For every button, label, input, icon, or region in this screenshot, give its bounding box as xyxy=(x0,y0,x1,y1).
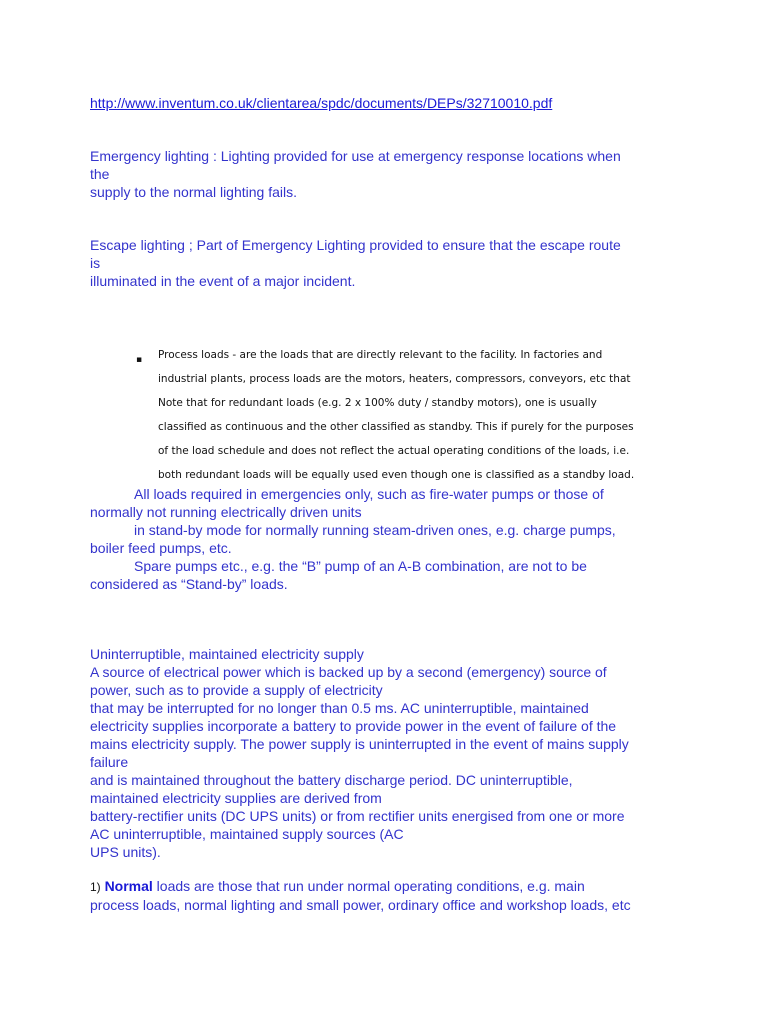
ups-heading: Uninterruptible, maintained electricity supply xyxy=(90,646,364,662)
standby-line-3: in stand-by mode for normally running steam-driven ones, e.g. charge pumps, xyxy=(134,522,616,538)
ups-line-9: maintained electricity supplies are derived from xyxy=(90,790,382,806)
process-loads-line-1: Process loads - are the loads that are directly relevant to the facility. In factories and xyxy=(158,349,603,361)
standby-line-2: normally not running electrically driven units xyxy=(90,504,362,520)
ups-line-2: A source of electrical power which is backed up by a second (emergency) source of xyxy=(90,664,607,680)
square-bullet-icon: ▪ xyxy=(136,355,143,365)
standby-loads-block xyxy=(90,485,710,593)
escape-lighting-line-3: illuminated in the event of a major incident. xyxy=(90,273,356,289)
ups-line-6: mains electricity supply. The power supply is uninterrupted in the event of mains supply xyxy=(90,736,629,752)
standby-line-1: All loads required in emergencies only, such as fire-water pumps or those of xyxy=(134,486,604,502)
standby-line-5: Spare pumps etc., e.g. the “B” pump of an A-B combination, are not to be xyxy=(134,558,587,574)
ups-line-5: electricity supplies incorporate a battery to provide power in the event of failure of the xyxy=(90,718,617,734)
normal-loads-line-1-rest: loads are those that run under normal operating conditions, e.g. main xyxy=(152,878,585,894)
ups-line-12: UPS units). xyxy=(90,844,161,860)
escape-lighting-line-1: Escape lighting ; Part of Emergency Lighting provided to ensure that the escape route xyxy=(90,237,621,253)
ups-line-11: AC uninterruptible, maintained supply sources (AC xyxy=(90,826,404,842)
standby-line-6: considered as “Stand-by” loads. xyxy=(90,576,288,592)
process-loads-line-3: Note that for redundant loads (e.g. 2 x 100% duty / standby motors), one is usually xyxy=(158,397,597,409)
escape-lighting-line-2: is xyxy=(90,255,101,271)
normal-loads-line-2: process loads, normal lighting and small power, ordinary office and workshop loads, etc xyxy=(90,897,631,913)
reference-link[interactable]: http://www.inventum.co.uk/clientarea/spdc/documents/DEPs/32710010.pdf xyxy=(90,95,553,111)
process-loads-line-2: industrial plants, process loads are the motors, heaters, compressors, conveyors, etc that xyxy=(158,373,631,385)
normal-loads-number: 1) xyxy=(90,880,101,894)
ups-line-4: that may be interrupted for no longer than 0.5 ms. AC uninterruptible, maintained xyxy=(90,700,589,716)
ups-line-7: failure xyxy=(90,754,129,770)
ups-line-8: and is maintained throughout the battery discharge period. DC uninterruptible, xyxy=(90,772,573,788)
emergency-lighting-line-3: supply to the normal lighting fails. xyxy=(90,184,297,200)
ups-line-10: battery-rectifier units (DC UPS units) or from rectifier units energised from one or more xyxy=(90,808,625,824)
emergency-lighting-definition xyxy=(90,147,690,201)
standby-line-4: boiler feed pumps, etc. xyxy=(90,540,232,556)
emergency-lighting-line-1: Emergency lighting : Lighting provided for use at emergency response locations when xyxy=(90,148,621,164)
process-loads-line-4: classified as continuous and the other classified as standby. This if purely for the purposes xyxy=(158,421,634,433)
ups-line-3: power, such as to provide a supply of electricity xyxy=(90,682,383,698)
escape-lighting-definition xyxy=(90,236,690,290)
emergency-lighting-line-2: the xyxy=(90,166,110,182)
normal-loads-line-1 xyxy=(90,877,710,896)
ups-definition xyxy=(90,645,710,861)
reference-link-block xyxy=(90,94,690,112)
process-loads-line-6: both redundant loads will be equally used even though one is classified as a standby load. xyxy=(158,469,635,481)
process-loads-line-5: of the load schedule and does not reflect the actual operating conditions of the loads, i.e. xyxy=(158,445,630,457)
normal-loads-definition xyxy=(90,877,710,914)
normal-loads-term: Normal xyxy=(104,878,153,894)
